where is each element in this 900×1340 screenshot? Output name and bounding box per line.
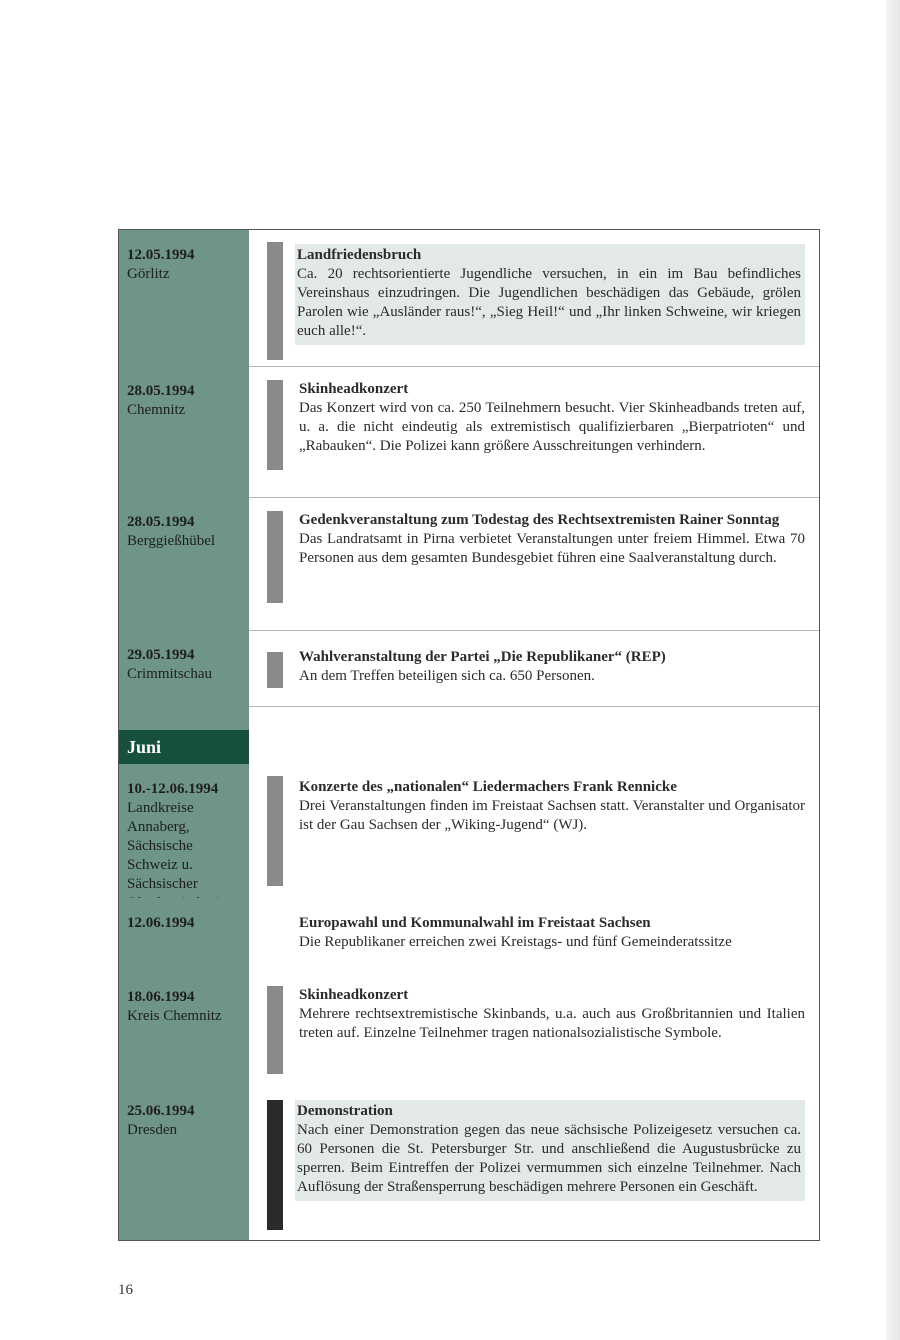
event-place: Crimmitschau: [127, 666, 212, 682]
table-row: [119, 366, 819, 498]
event-date: 12.05.1994: [127, 247, 195, 263]
event-title: Gedenkveranstaltung zum Todestag des Rechtsextremisten Rainer Sonntag: [299, 512, 780, 528]
date-cell: [119, 764, 249, 898]
marker-bar: [267, 242, 283, 360]
month-heading: Juni: [119, 730, 249, 764]
date-cell: [119, 898, 249, 972]
table-row: [119, 972, 819, 1086]
event-place: Kreis Chemnitz: [127, 1008, 222, 1024]
date-cell: [119, 1086, 249, 1240]
event-date: 29.05.1994: [127, 647, 195, 663]
event-date: 18.06.1994: [127, 989, 195, 1005]
event-content: [299, 648, 805, 686]
date-cell: [119, 972, 249, 1086]
page-number: 16: [118, 1282, 133, 1298]
event-place: Chemnitz: [127, 402, 186, 418]
event-content: [299, 511, 805, 568]
marker-bar: [267, 1100, 283, 1230]
event-place: Landkreise Annaberg, Sächsische Schweiz u. Sächsischer: [127, 800, 198, 892]
event-date: 28.05.1994: [127, 383, 195, 399]
event-date: 10.-12.06.1994: [127, 781, 219, 797]
event-text: Das Konzert wird von ca. 250 Teilnehmern besucht. Vier Skinheadbands treten auf, u. a. die nicht eindeutig als extremistisch qualifizierbaren „Bierpatrioten“ und „Rabauken“. Die Polizei kann größere Ausschreitungen verhindern.: [299, 400, 805, 454]
event-text: Die Republikaner erreichen zwei Kreistags- und fünf Gemeinderatssitze: [299, 934, 732, 950]
event-content: [299, 778, 805, 835]
event-title: Skinheadkonzert: [299, 381, 409, 397]
event-title: Landfriedensbruch: [297, 247, 422, 263]
marker-bar: [267, 986, 283, 1074]
event-title: Demonstration: [297, 1103, 393, 1119]
event-date: 28.05.1994: [127, 514, 195, 530]
chronology-table: [118, 229, 820, 1241]
date-cell: [119, 366, 249, 497]
event-place: Berggießhübel: [127, 533, 216, 549]
event-content: [295, 244, 805, 345]
table-row: [119, 898, 819, 972]
table-row: [119, 497, 819, 631]
event-content: [299, 380, 805, 456]
section-row: [119, 706, 819, 764]
marker-bar: [267, 511, 283, 603]
marker-bar: [267, 776, 283, 886]
event-place: Görlitz: [127, 266, 170, 282]
event-text: An dem Treffen beteiligen sich ca. 650 Personen.: [299, 668, 595, 684]
table-row: [119, 230, 819, 367]
event-date: 25.06.1994: [127, 1103, 195, 1119]
marker-bar: [267, 380, 283, 470]
marker-bar: [267, 652, 283, 688]
event-text: Ca. 20 rechtsorientierte Jugendliche versuchen, in ein im Bau befindliches Vereinshaus einzudringen. Die Jugendlichen beschädigen das Gebäude, grölen Parolen wie „Ausländer raus!“, „Sieg Heil!“ und „Ihr linken Schweine, wir kriegen euch alle!“.: [297, 266, 801, 339]
event-title: Europawahl und Kommunalwahl im Freistaat Sachsen: [299, 915, 651, 931]
date-cell: [119, 630, 249, 706]
page-edge-shadow: [886, 0, 900, 1340]
event-content: [299, 914, 805, 952]
date-cell: [119, 230, 249, 366]
table-row: [119, 764, 819, 898]
table-row: [119, 630, 819, 707]
event-content: [295, 1100, 805, 1201]
event-title: Skinheadkonzert: [299, 987, 409, 1003]
event-title: Konzerte des „nationalen“ Liedermachers Frank Rennicke: [299, 779, 677, 795]
event-text: Mehrere rechtsextremistische Skinbands, u.a. auch aus Großbritannien und Italien treten auf. Einzelne Teilnehmer tragen nationalsozialistische Symbole.: [299, 1006, 805, 1041]
table-row: [119, 1086, 819, 1240]
event-content: [299, 986, 805, 1043]
event-place: Dresden: [127, 1122, 177, 1138]
event-date: 12.06.1994: [127, 915, 195, 931]
event-text: Nach einer Demonstration gegen das neue sächsische Polizeigesetz versuchen ca. 60 Personen die St. Petersburger Str. und anschließend die Augustusbrücke zu sperren. Beim Eintreffen der Polizei vermummen sich einzelne Teilnehmer. Nach Auflösung der Straßensperrung beschädigen mehrere Personen ein Geschäft.: [297, 1122, 801, 1195]
event-text: Das Landratsamt in Pirna verbietet Veranstaltungen unter freiem Himmel. Etwa 70 Personen aus dem gesamten Bundesgebiet führen eine Saalveranstaltung durch.: [299, 531, 805, 566]
event-text: Drei Veranstaltungen finden im Freistaat Sachsen statt. Veranstalter und Organisator ist der Gau Sachsen der „Wiking-Jugend“ (WJ).: [299, 798, 805, 833]
date-cell: [119, 497, 249, 630]
event-title: Wahlveranstaltung der Partei „Die Republikaner“ (REP): [299, 649, 666, 665]
